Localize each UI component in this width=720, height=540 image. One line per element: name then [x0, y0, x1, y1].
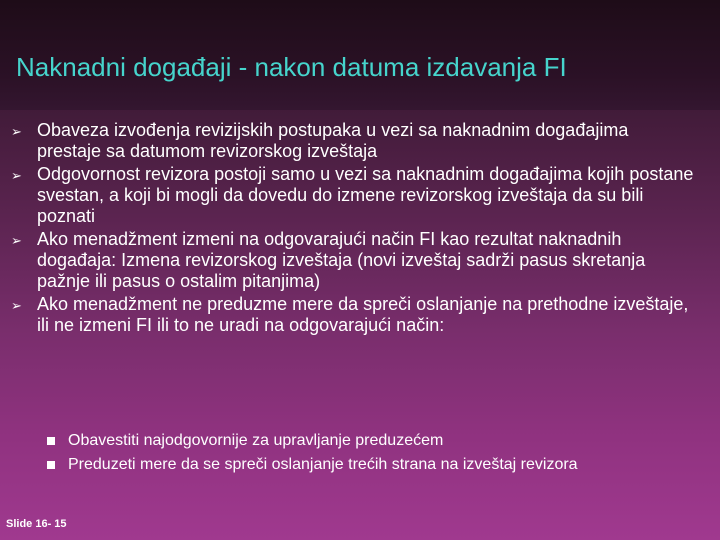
arrow-bullet-icon: ➢ — [11, 168, 22, 183]
slide-number: Slide 16- 15 — [6, 518, 67, 530]
bullet-item — [0, 120, 720, 162]
square-bullet-icon — [47, 461, 55, 469]
arrow-bullet-icon: ➢ — [11, 298, 22, 313]
bullet-text: Ako menadžment ne preduzme mere da spreči oslanjanje na prethodne izveštaje, ili ne izmeni FI ili to ne uradi na odgovarajući način: — [37, 294, 689, 335]
sub-bullet-item — [0, 454, 720, 476]
bullet-list — [0, 120, 720, 338]
bullet-item — [0, 229, 720, 292]
sub-bullet-list — [0, 430, 720, 478]
arrow-bullet-icon: ➢ — [11, 124, 22, 139]
sub-bullet-text: Preduzeti mere da se spreči oslanjanje trećih strana na izveštaj revizora — [68, 456, 578, 473]
bullet-item — [0, 164, 720, 227]
slide-title: Naknadni događaji - nakon datuma izdavanja FI — [16, 52, 567, 82]
arrow-bullet-icon: ➢ — [11, 233, 22, 248]
bullet-text: Obaveza izvođenja revizijskih postupaka u vezi sa naknadnim događajima prestaje sa datumom revizorskog izveštaja — [37, 120, 629, 161]
sub-bullet-text: Obavestiti najodgovornije za upravljanje preduzećem — [68, 432, 444, 449]
bullet-text: Ako menadžment izmeni na odgovarajući način FI kao rezultat naknadnih događaja: Izmena revizorskog izveštaja (novi izveštaj sadrži pasus skretanja pažnje ili pasus o ostalim pitanjima) — [37, 229, 646, 291]
bullet-item — [0, 294, 720, 336]
bullet-text: Odgovornost revizora postoji samo u vezi sa naknadnim događajima kojih postane svestan, a koji bi mogli da dovedu do izmene revizorskog izveštaja da su bili poznati — [37, 164, 694, 226]
sub-bullet-item — [0, 430, 720, 452]
square-bullet-icon — [47, 437, 55, 445]
